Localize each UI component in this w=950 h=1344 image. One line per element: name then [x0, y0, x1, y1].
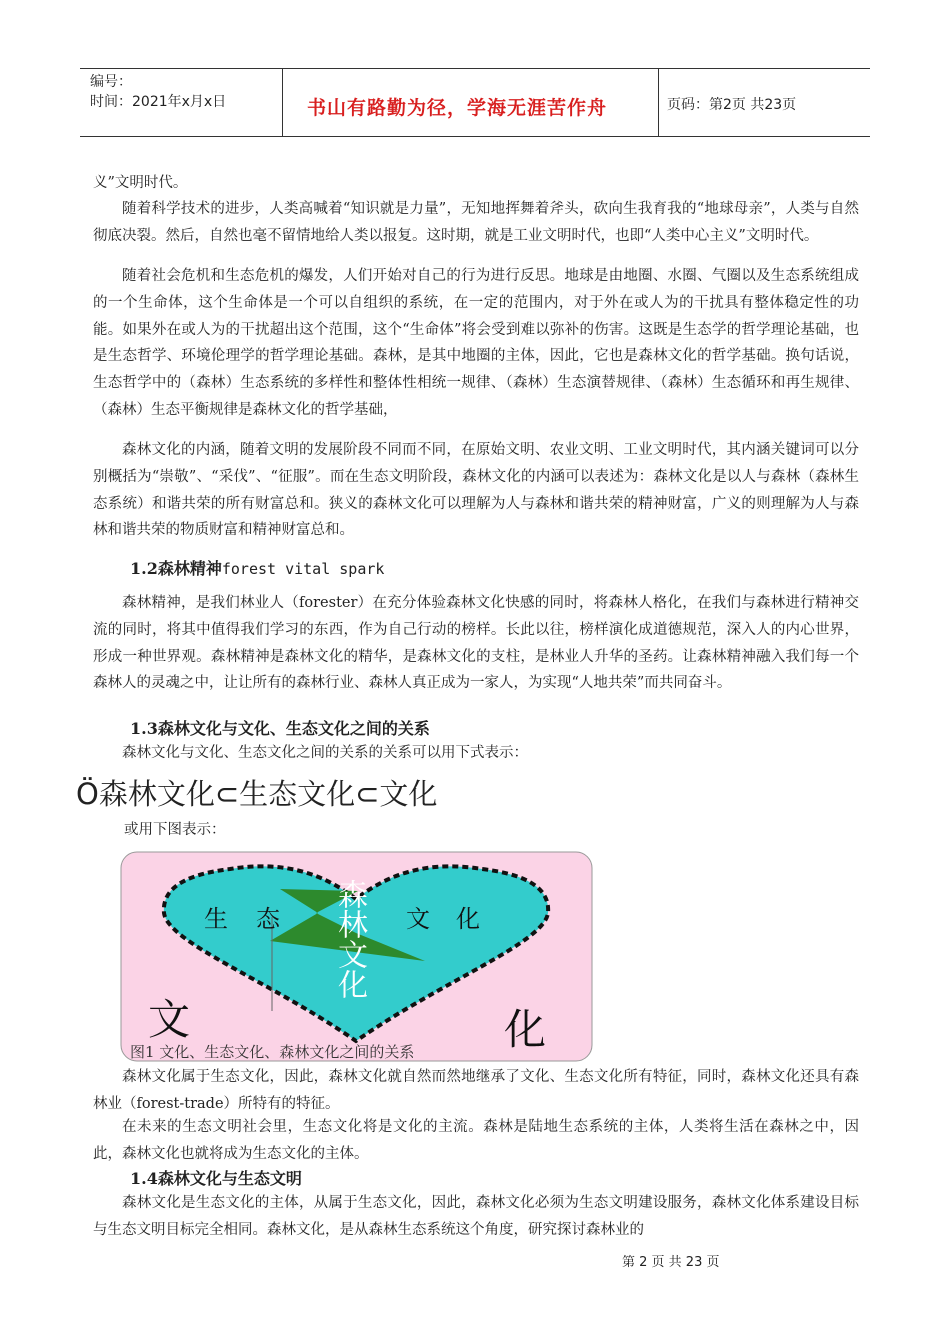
section-heading-1-3: 1.3森林文化与文化、生态文化之间的关系 — [130, 719, 430, 738]
header-page-cell — [659, 69, 870, 136]
paragraph: 森林文化属于生态文化，因此，森林文化就自然而然地继承了文化、生态文化所有特征，同时，森林文化还具有森林业（forest-trade）所特有的特征。 — [93, 1069, 859, 1112]
paragraph: 森林文化是生态文化的主体，从属于生态文化，因此，森林文化必须为生态文明建设服务，森林文化体系建设目标与生态文明目标完全相同。森林文化，是从森林生态系统这个角度，研究探讨森林业的 — [93, 1195, 859, 1238]
label-wen: 文 — [406, 905, 430, 933]
figure-intro: 或用下图表示： — [124, 822, 226, 838]
section-heading-1-4: 1.4森林文化与生态文明 — [130, 1169, 302, 1188]
section-heading-1-2 — [130, 556, 384, 579]
label-culture-hua: 化 — [504, 1005, 547, 1054]
label-tai: 态 — [256, 905, 280, 933]
date-label: 时间：2021年x月x日 — [90, 94, 227, 110]
code-label: 编号： — [90, 74, 132, 90]
forest-culture-label: 森林文化 — [332, 879, 367, 999]
paragraph: 森林文化的内涵，随着文明的发展阶段不同而不同，在原始文明、农业文明、工业文明时代，其内涵关键词可以分别概括为“崇敬”、“采伐”、“征服”。而在生态文明阶段，森林文化的内涵可以表述为：森林文化是以人与森林（森林生态系统）和谐共荣的所有财富总和。狭义的森林文化可以理解为人与森林和谐共荣的精神财富，广义的则理解为人与森林和谐共荣的物质财富和精神财富总和。 — [93, 442, 859, 539]
label-sheng: 生 — [204, 905, 228, 933]
page-footer: 第 2 页 共 23 页 — [622, 1255, 720, 1270]
header-motto: 书山有路勤为径，学海无涯苦作舟 — [307, 97, 608, 119]
page-header — [80, 68, 870, 137]
venn-heart-diagram — [120, 851, 593, 1062]
heading-text: 森林精神 — [157, 559, 222, 578]
paragraph: 随着科学技术的进步，人类高喊着“知识就是力量”，无知地挥舞着斧头，砍向生我育我的“地球母亲”，人类与自然彻底决裂。然后，自然也毫不留情地给人类以报复。这时期，就是工业文明时代，也即“人类中心主义”文明时代。 — [93, 201, 859, 244]
paragraph: 随着社会危机和生态危机的爆发，人们开始对自己的行为进行反思。地球是由地圈、水圈、气圈以及生态系统组成的一个生命体，这个生命体是一个可以自组织的系统，在一定的范围内，对于外在或人为的干扰具有整体稳定性的功能。如果外在或人为的干扰超出这个范围，这个“生命体”将会受到难以弥补的伤害。这既是生态学的哲学理论基础，也是生态哲学、环境伦理学的哲学理论基础。森林，是其中地圈的主体，因此，它也是森林文化的哲学基础。换句话说，生态哲学中的（森林）生态系统的多样性和整体性相统一规律、（森林）生态演替规律、（森林）生态循环和再生规律、（森林）生态平衡规律是森林文化的哲学基础， — [93, 268, 859, 418]
heading-latin: forest vital spark — [221, 560, 385, 578]
paragraph: 森林文化与文化、生态文化之间的关系的关系可以用下式表示： — [122, 745, 528, 761]
header-page-number: 页码：第2页 共23页 — [667, 97, 797, 113]
header-motto-cell — [283, 69, 659, 136]
heading-number: 1.2 — [130, 559, 158, 578]
paragraph: 在未来的生态文明社会里，生态文化将是文化的主流。森林是陆地生态系统的主体，人类将生活在森林之中，因此，森林文化也就将成为生态文化的主体。 — [93, 1119, 859, 1162]
label-hua: 化 — [456, 905, 480, 933]
figure-caption: 图1 文化、生态文化、森林文化之间的关系 — [130, 1043, 415, 1061]
paragraph: 森林精神，是我们林业人（forester）在充分体验森林文化快感的同时，将森林人格化，在我们与森林进行精神交流的同时，将其中值得我们学习的东西，作为自己行动的榜样。长此以往，榜样演化成道德规范，深入人的内心世界，形成一种世界观。森林精神是森林文化的精华，是森林文化的支柱，是林业人升华的圣药。让森林精神融入我们每一个森林人的灵魂之中，让让所有的森林行业、森林人真正成为一家人，为实现“人地共荣”而共同奋斗。 — [93, 595, 859, 692]
paragraph-continuation: 义”文明时代。 — [93, 175, 188, 191]
header-left-cell — [80, 69, 283, 136]
label-culture-wen: 文 — [148, 995, 191, 1044]
set-relation-formula: Ö森林文化⊂生态文化⊂文化 — [76, 777, 438, 811]
